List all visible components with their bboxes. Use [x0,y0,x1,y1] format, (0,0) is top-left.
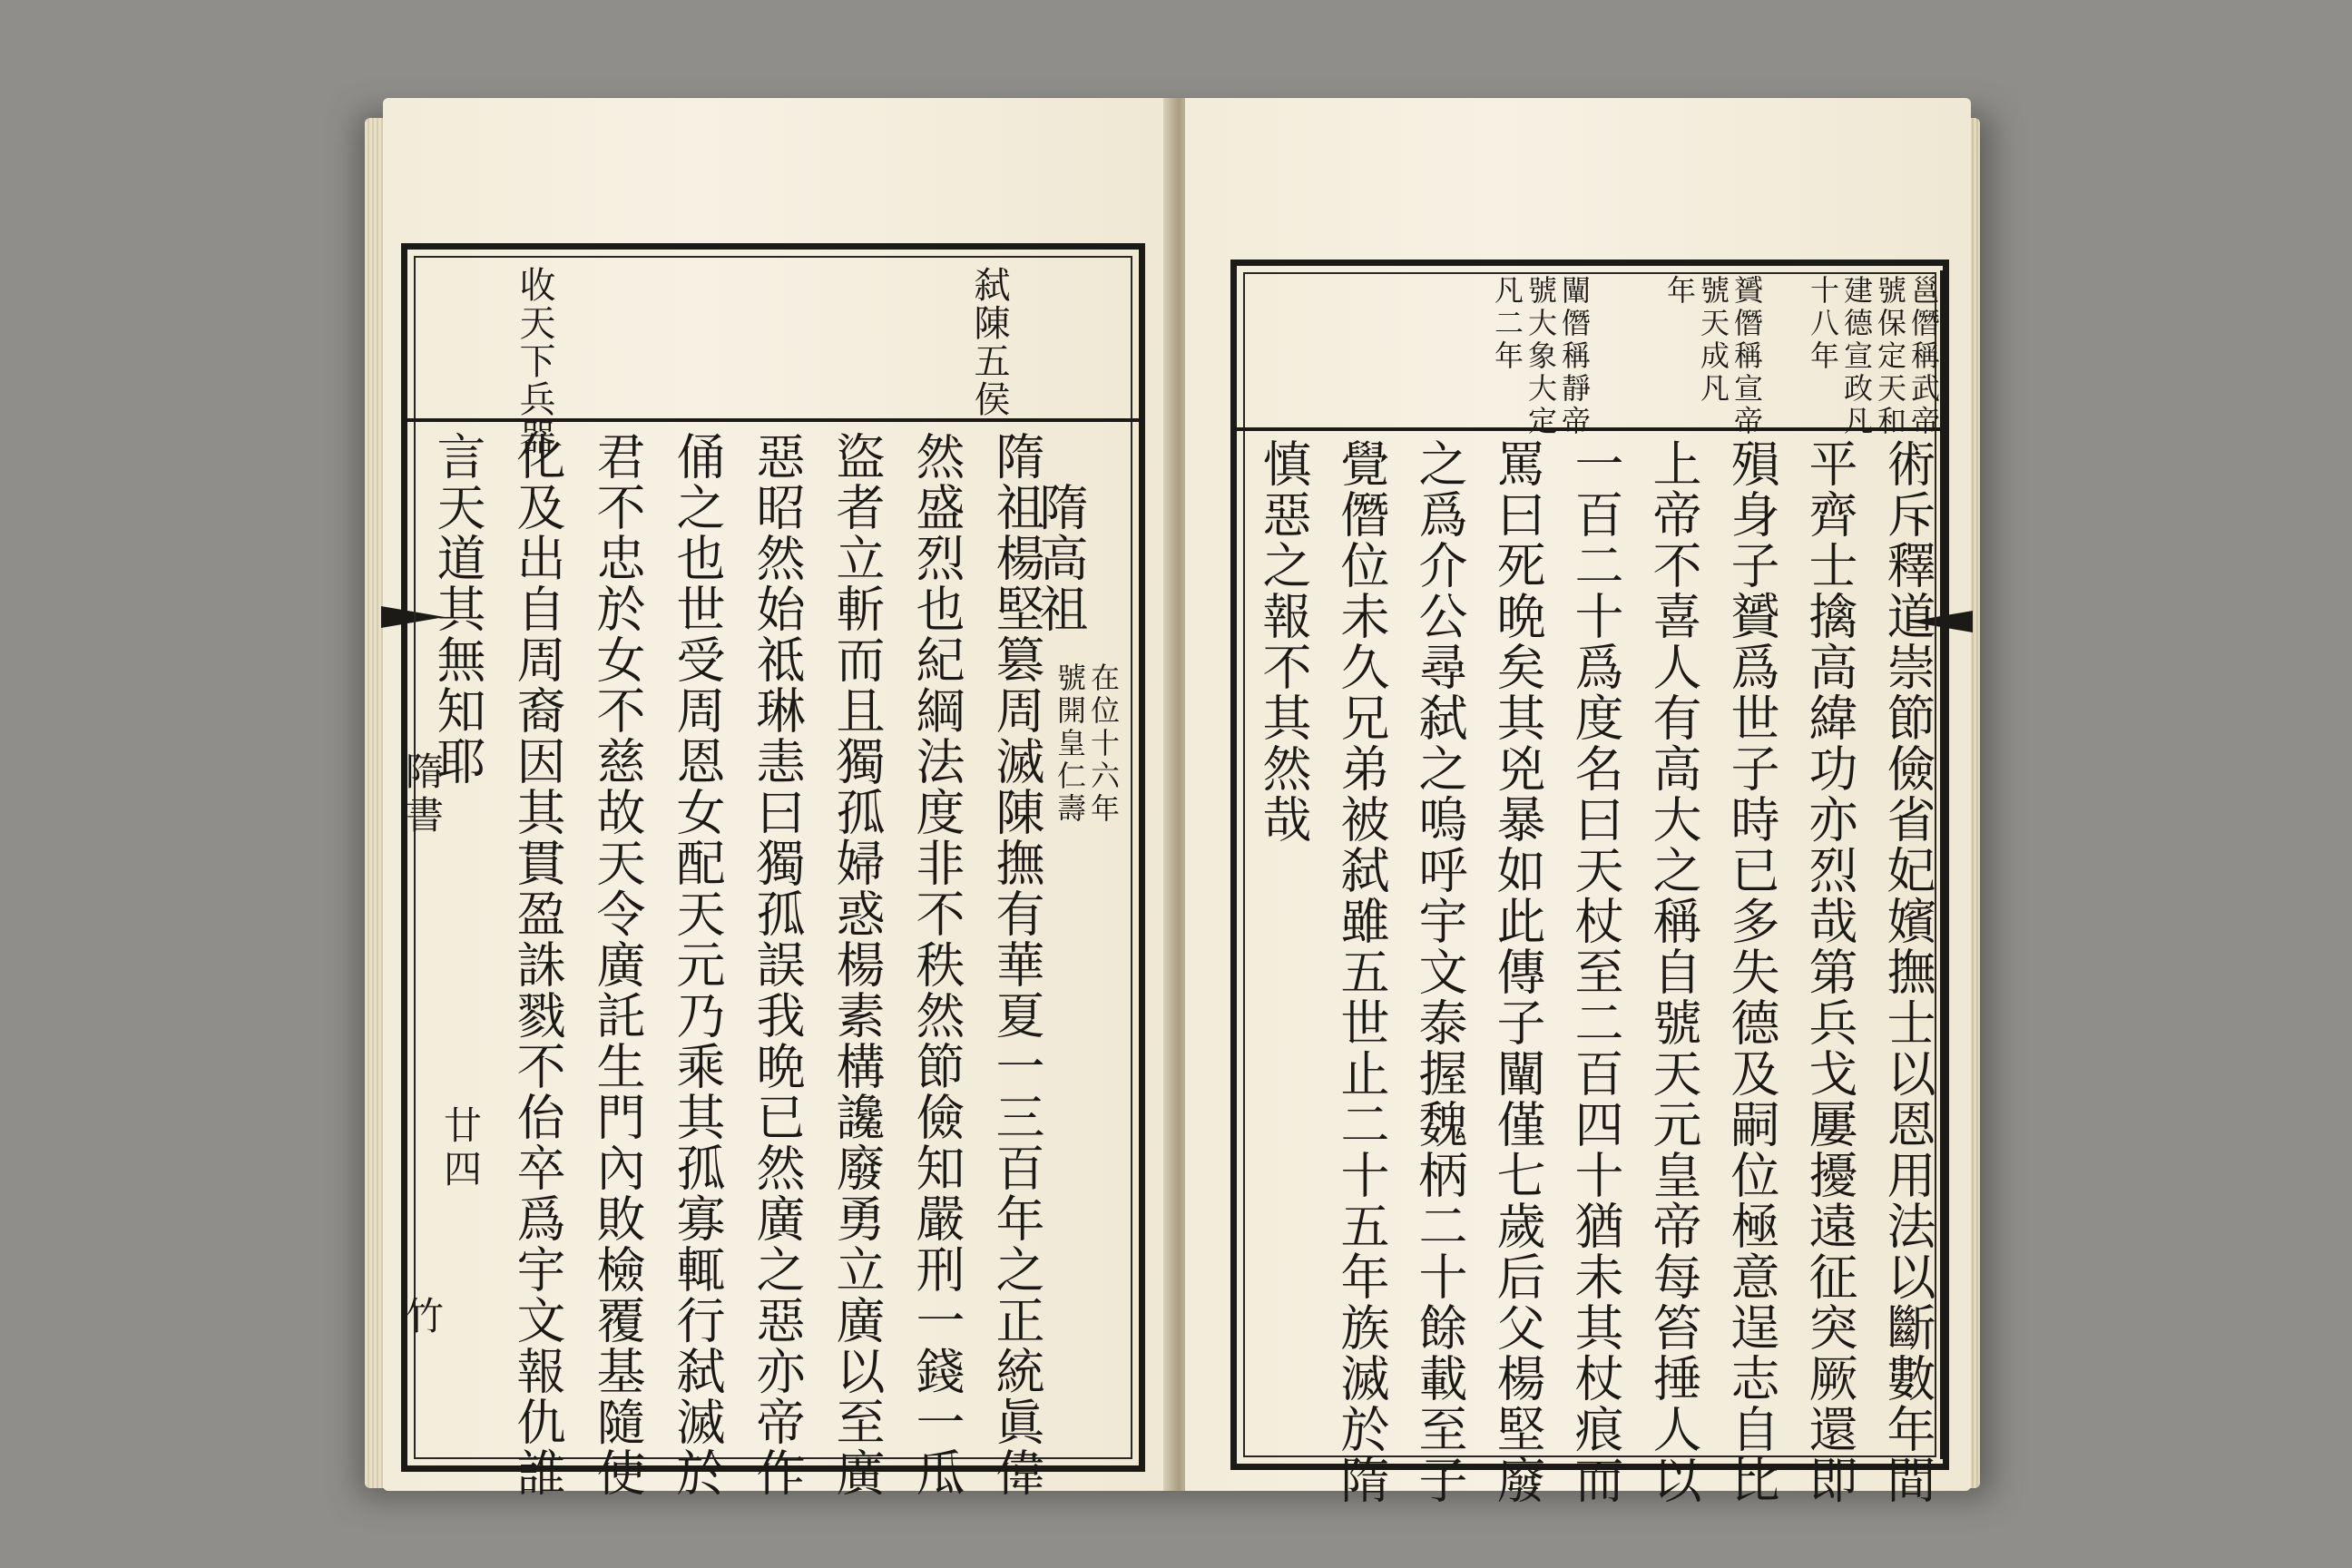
text-column-r1: 術斥釋道崇節儉省妃嬪撫士以恩用法以斷數年間 [1879,438,1936,1505]
text-column-r3: 殞身子贇爲世子時已多失德及嗣位極意逞志自比 [1723,438,1780,1505]
header-note-5b: 號大象大定 [1524,275,1558,438]
text-column-r8: 覺僭位未久兄弟被弑雖五世止二十五年族滅於隋 [1333,438,1390,1505]
header-label-top: 弑陳五侯 [968,266,1010,418]
header-note-6a: 凡二年 [1490,275,1524,373]
margin-page-number: 廿四 [438,1105,483,1192]
left-page [383,98,1172,1498]
header-note-2a: 建德宣政凡 [1839,275,1874,438]
header-note-5a: 闡僭稱靜帝 [1557,275,1592,438]
header-note-1b: 號保定天和 [1873,275,1907,438]
left-page-frame [401,243,1145,1498]
text-column-4: 惡昭然始祗琳恚曰獨孤誤我晩已然廣之惡亦帝作 [749,431,806,1498]
text-column-8: 言天道其無知耶 [429,431,486,787]
right-page [1185,98,1971,1505]
right-page-frame [1230,260,1949,1505]
text-column-r5: 一百二十爲度名曰天杖至二百四十猶未其杖痕而 [1567,438,1624,1505]
header-note-4a: 年 [1662,275,1697,308]
header-note-3a: 贇僭稱宣帝 [1730,275,1764,438]
sub-note-b: 號開皇仁壽 [1053,662,1087,826]
text-column-r2: 平齊士擒高緯功亦烈哉第兵戈屢擾遠征突厥還即 [1801,438,1858,1505]
sub-note-title: 隋高祖 [1032,482,1089,634]
text-column-3: 盜者立斬而且獨孤婦惑楊素構讒廢勇立廣以至廣 [828,431,886,1498]
margin-mark: 竹 [400,1296,445,1339]
text-column-r9: 慎惡之報不其然哉 [1255,438,1312,845]
sub-note-a: 在位十六年 [1086,662,1121,826]
header-note-2b: 十八年 [1806,275,1840,373]
header-label-bottom: 收天下兵器 [514,266,555,456]
text-column-6: 君不忠於女不慈故天令廣託生門內敗檢覆基隨使 [589,431,646,1498]
header-note-1a: 邕僭稱武帝 [1906,275,1941,438]
text-column-1: 隋祖楊堅篡周滅陳撫有華夏一三百年之正統眞偉 [988,431,1045,1498]
header-note-3b: 號天成凡 [1696,275,1730,406]
text-column-5: 俑之也世受周恩女配天元乃乘其孤寡輒行弑滅於 [669,431,726,1498]
margin-book-title: 隋書 [400,751,445,838]
text-column-r7: 之爲介公尋弑之嗚呼宇文泰握魏柄二十餘載至子 [1411,438,1468,1505]
text-column-r6: 罵曰死晩矣其兇暴如此傳子闡僅七歲后父楊堅廢 [1489,438,1546,1505]
text-column-7: 化及出自周裔因其貫盈誅戮不佁卒爲宇文報仇誰 [509,431,566,1498]
right-header-band [1237,266,1943,438]
left-header-band [407,250,1139,456]
text-column-r4: 上帝不喜人有高大之稱自號天元皇帝每笞捶人以 [1645,438,1702,1505]
text-column-2: 然盛烈也紀綱法度非不秩然節儉知嚴刑一錢一瓜 [908,431,965,1498]
